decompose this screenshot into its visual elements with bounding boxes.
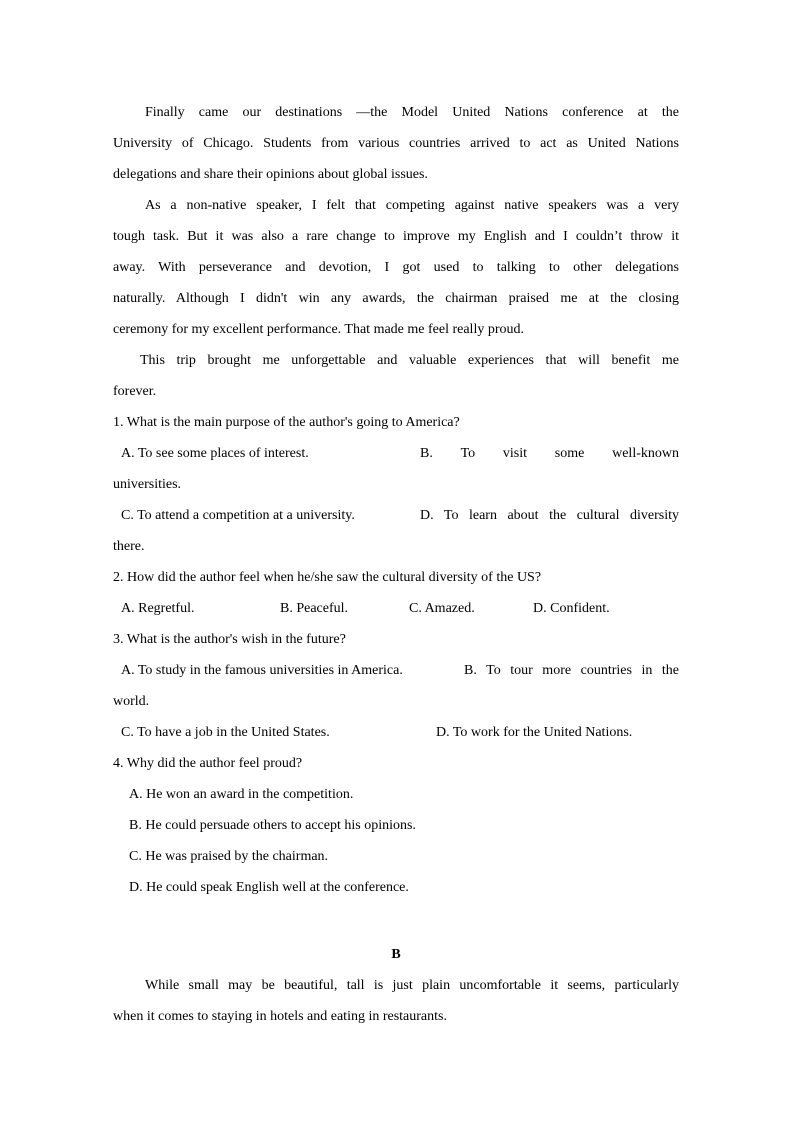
question-1-row-cd — [113, 501, 679, 532]
question-4-option-c: C. He was praised by the chairman. — [129, 849, 329, 864]
question-1-row-ab — [113, 439, 679, 470]
question-1-option-a: A. To see some places of interest. — [121, 446, 309, 461]
passage-a-p2-line-4: naturally. Although I didn't win any awards, the chairman praised me at the closing — [113, 291, 679, 306]
question-3-stem: 3. What is the author's wish in the future? — [113, 632, 346, 647]
passage-a-p2-line-5: ceremony for my excellent performance. That made me feel really proud. — [113, 322, 524, 337]
question-1-option-b-continued: universities. — [113, 477, 182, 492]
option-b-word: well-known — [612, 446, 679, 461]
question-2-option-b: B. Peaceful. — [280, 601, 349, 616]
question-3-option-c: C. To have a job in the United States. — [121, 725, 330, 740]
question-4-option-a: A. He won an award in the competition. — [129, 787, 354, 802]
question-3-option-b-continued: world. — [113, 694, 150, 709]
passage-a-p2-line-1: As a non-native speaker, I felt that competing against native speakers was a very — [145, 198, 679, 213]
passage-a-p3-line-2: forever. — [113, 384, 157, 399]
option-b-word: B. — [420, 446, 433, 461]
question-1-stem: 1. What is the main purpose of the author's going to America? — [113, 415, 460, 430]
option-b-word: some — [554, 446, 585, 461]
question-3-option-b: B. To tour more countries in the — [464, 663, 679, 678]
question-2-option-a: A. Regretful. — [121, 601, 195, 616]
passage-a-p2-line-2: tough task. But it was also a rare change to improve my English and I couldn’t throw it — [113, 229, 679, 244]
question-4-option-b: B. He could persuade others to accept his opinions. — [129, 818, 416, 833]
question-3-row-cd — [113, 718, 679, 749]
option-b-word: visit — [502, 446, 528, 461]
question-1-option-d: D. To learn about the cultural diversity — [420, 508, 679, 523]
question-3-row-ab — [113, 656, 679, 687]
option-b-word: To — [460, 446, 476, 461]
question-2-options — [113, 594, 679, 625]
passage-a-p1-line-1: Finally came our destinations —the Model United Nations conference at the — [145, 105, 679, 120]
section-b-p1-line-1: While small may be beautiful, tall is just plain uncomfortable it seems, particularly — [145, 978, 679, 993]
question-4-stem: 4. Why did the author feel proud? — [113, 756, 303, 771]
question-1-option-d-continued: there. — [113, 539, 145, 554]
section-b-p1-line-2: when it comes to staying in hotels and eating in restaurants. — [113, 1009, 447, 1024]
question-2-stem: 2. How did the author feel when he/she saw the cultural diversity of the US? — [113, 570, 542, 585]
question-3-option-a: A. To study in the famous universities in America. — [121, 663, 403, 678]
question-4-option-d: D. He could speak English well at the conference. — [129, 880, 409, 895]
section-b-heading: B — [391, 947, 401, 962]
question-2-option-d: D. Confident. — [533, 601, 610, 616]
question-2-option-c: C. Amazed. — [409, 601, 475, 616]
question-1-option-b — [420, 439, 679, 468]
passage-a-p2-line-3: away. With perseverance and devotion, I got used to talking to other delegations — [113, 260, 679, 275]
passage-a-p1-line-2: University of Chicago. Students from various countries arrived to act as United Nations — [113, 136, 679, 151]
passage-a-p3-line-1: This trip brought me unforgettable and valuable experiences that will benefit me — [140, 353, 679, 368]
question-1-option-c: C. To attend a competition at a university. — [121, 508, 355, 523]
passage-a-p1-line-3: delegations and share their opinions about global issues. — [113, 167, 428, 182]
question-3-option-d: D. To work for the United Nations. — [436, 725, 633, 740]
